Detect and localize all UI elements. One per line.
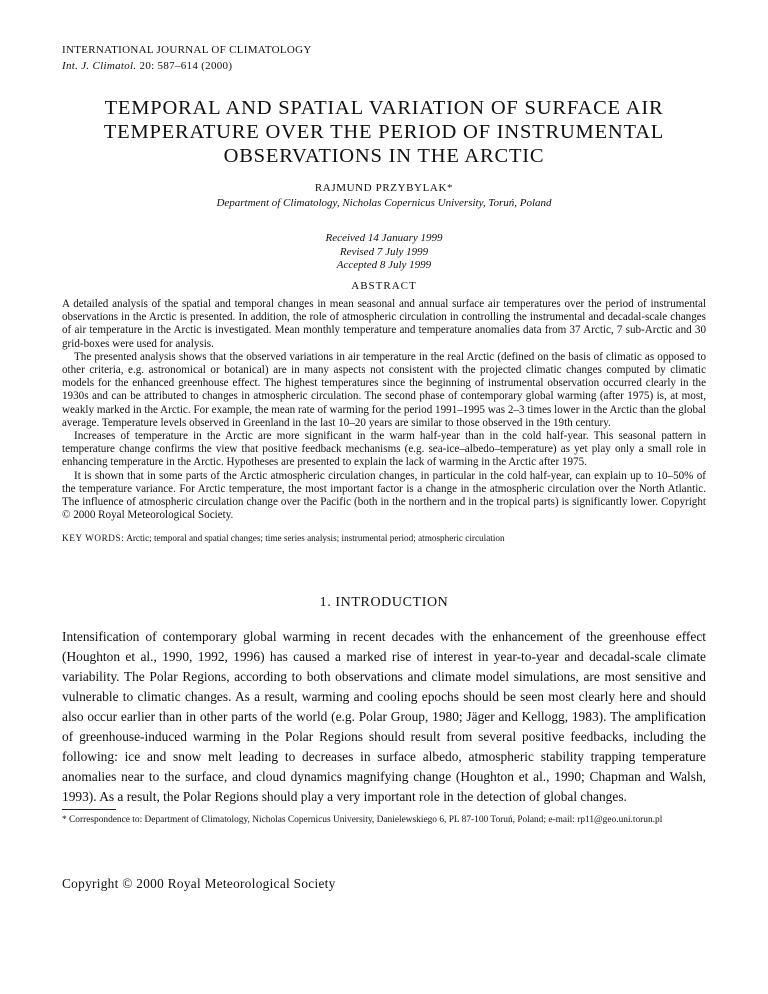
keywords [62, 533, 706, 543]
title-line: OBSERVATIONS IN THE ARCTIC [223, 145, 545, 167]
title-line: TEMPERATURE OVER THE PERIOD OF INSTRUMENTAL [103, 121, 665, 143]
copyright-notice: Copyright © 2000 Royal Meteorological Society [62, 876, 336, 891]
keywords-text: Arctic; temporal and spatial changes; time series analysis; instrumental period; atmospheric circulation [126, 533, 505, 543]
abstract-body [62, 298, 706, 522]
journal-header [62, 42, 312, 74]
author-name: RAJMUND PRZYBYLAK* [314, 182, 454, 194]
abstract-paragraph: Increases of temperature in the Arctic are more significant in the warm half-year than in the cold half-year. This seasonal pattern in temperature change confirms the view that positive feedback mechanisms (e.g. sea-ice–albedo–temperature) as yet play only a small role in enhancing temperature in the Arctic. Hypotheses are presented to explain the lack of warming in the Arctic after 1975. [62, 430, 706, 469]
correspondence-footnote: * Correspondence to: Department of Climatology, Nicholas Copernicus University, Danielewskiego 6, PL 87-100 Toruń, Poland; e-mail: rp11@geo.uni.torun.pl [62, 815, 663, 825]
keywords-label: KEY WORDS: [62, 533, 125, 543]
journal-citation [62, 58, 312, 74]
author-affiliation: Department of Climatology, Nicholas Copernicus University, Toruń, Poland [216, 197, 552, 209]
abstract-heading: ABSTRACT [351, 280, 417, 292]
abstract-paragraph: The presented analysis shows that the observed variations in air temperature in the real Arctic (defined on the basis of climatic as opposed to other criteria, e.g. astronomical or botanical) are in many aspects not consistent with the projected climatic changes computed by climatic models for the enhanced greenhouse effect. The highest temperatures since the beginning of instrumental observation occurred clearly in the 1930s and can be attributed to changes in atmospheric circulation. The second phase of contemporary global warming (after 1975) is, at most, weakly marked in the Arctic. For example, the mean rate of warming for the period 1991–1995 was 2–3 times lower in the Arctic than the global average. Temperature levels observed in Greenland in the last 10–20 years are similar to those observed in the 19th century. [62, 350, 706, 429]
footnote-divider [62, 809, 116, 810]
date-accepted: Accepted 8 July 1999 [336, 259, 432, 271]
article-title [62, 96, 706, 168]
introduction-paragraph: Intensification of contemporary global warming in recent decades with the enhancement of the greenhouse effect (Houghton et al., 1990, 1992, 1996) has caused a marked rise of interest in year-to-year and decadal-scale climate variability. The Polar Regions, according to both observations and climate model simulations, are most sensitive and vulnerable to climatic changes. As a result, warming and cooling epochs should be seen most clearly here and should also occur earlier than in other parts of the world (e.g. Polar Group, 1980; Jäger and Kellogg, 1983). The amplification of greenhouse-induced warming in the Polar Regions should result from several positive feedbacks, including the following: ice and snow melt leading to decreases in surface albedo, atmospheric stability trapping temperature anomalies near to the surface, and cloud dynamics magnifying change (Houghton et al., 1990; Chapman and Walsh, 1993). As a result, the Polar Regions should play a very important role in the detection of global changes. [62, 629, 706, 804]
abstract-paragraph: It is shown that in some parts of the Arctic atmospheric circulation changes, in particular in the cold half-year, can explain up to 10–50% of the temperature variance. For Arctic temperature, the most important factor is a change in the atmospheric circulation over the North Atlantic. The influence of atmospheric circulation change over the Pacific (both in the northern and in the tropical parts) is significantly lower. Copyright © 2000 Royal Meteorological Society. [62, 469, 706, 522]
title-line: TEMPORAL AND SPATIAL VARIATION OF SURFACE AIR [104, 97, 664, 119]
date-received: Received 14 January 1999 [325, 232, 443, 244]
journal-citation-abbrev: Int. J. Climatol. [62, 60, 137, 72]
journal-citation-volume: 20: 587–614 (2000) [139, 60, 233, 72]
journal-name: INTERNATIONAL JOURNAL OF CLIMATOLOGY [62, 44, 312, 56]
abstract-paragraph: A detailed analysis of the spatial and temporal changes in mean seasonal and annual surface air temperatures over the period of instrumental observations in the Arctic is presented. In addition, the role of atmospheric circulation in controlling the instrumental and decadal-scale changes of air temperature in the Arctic is investigated. Mean monthly temperature and temperature anomalies data from 37 Arctic, 7 sub-Arctic and 30 grid-boxes were used for analysis. [62, 298, 706, 350]
section-heading-introduction: 1. INTRODUCTION [319, 595, 449, 610]
manuscript-dates [62, 232, 706, 273]
date-revised: Revised 7 July 1999 [339, 245, 429, 258]
